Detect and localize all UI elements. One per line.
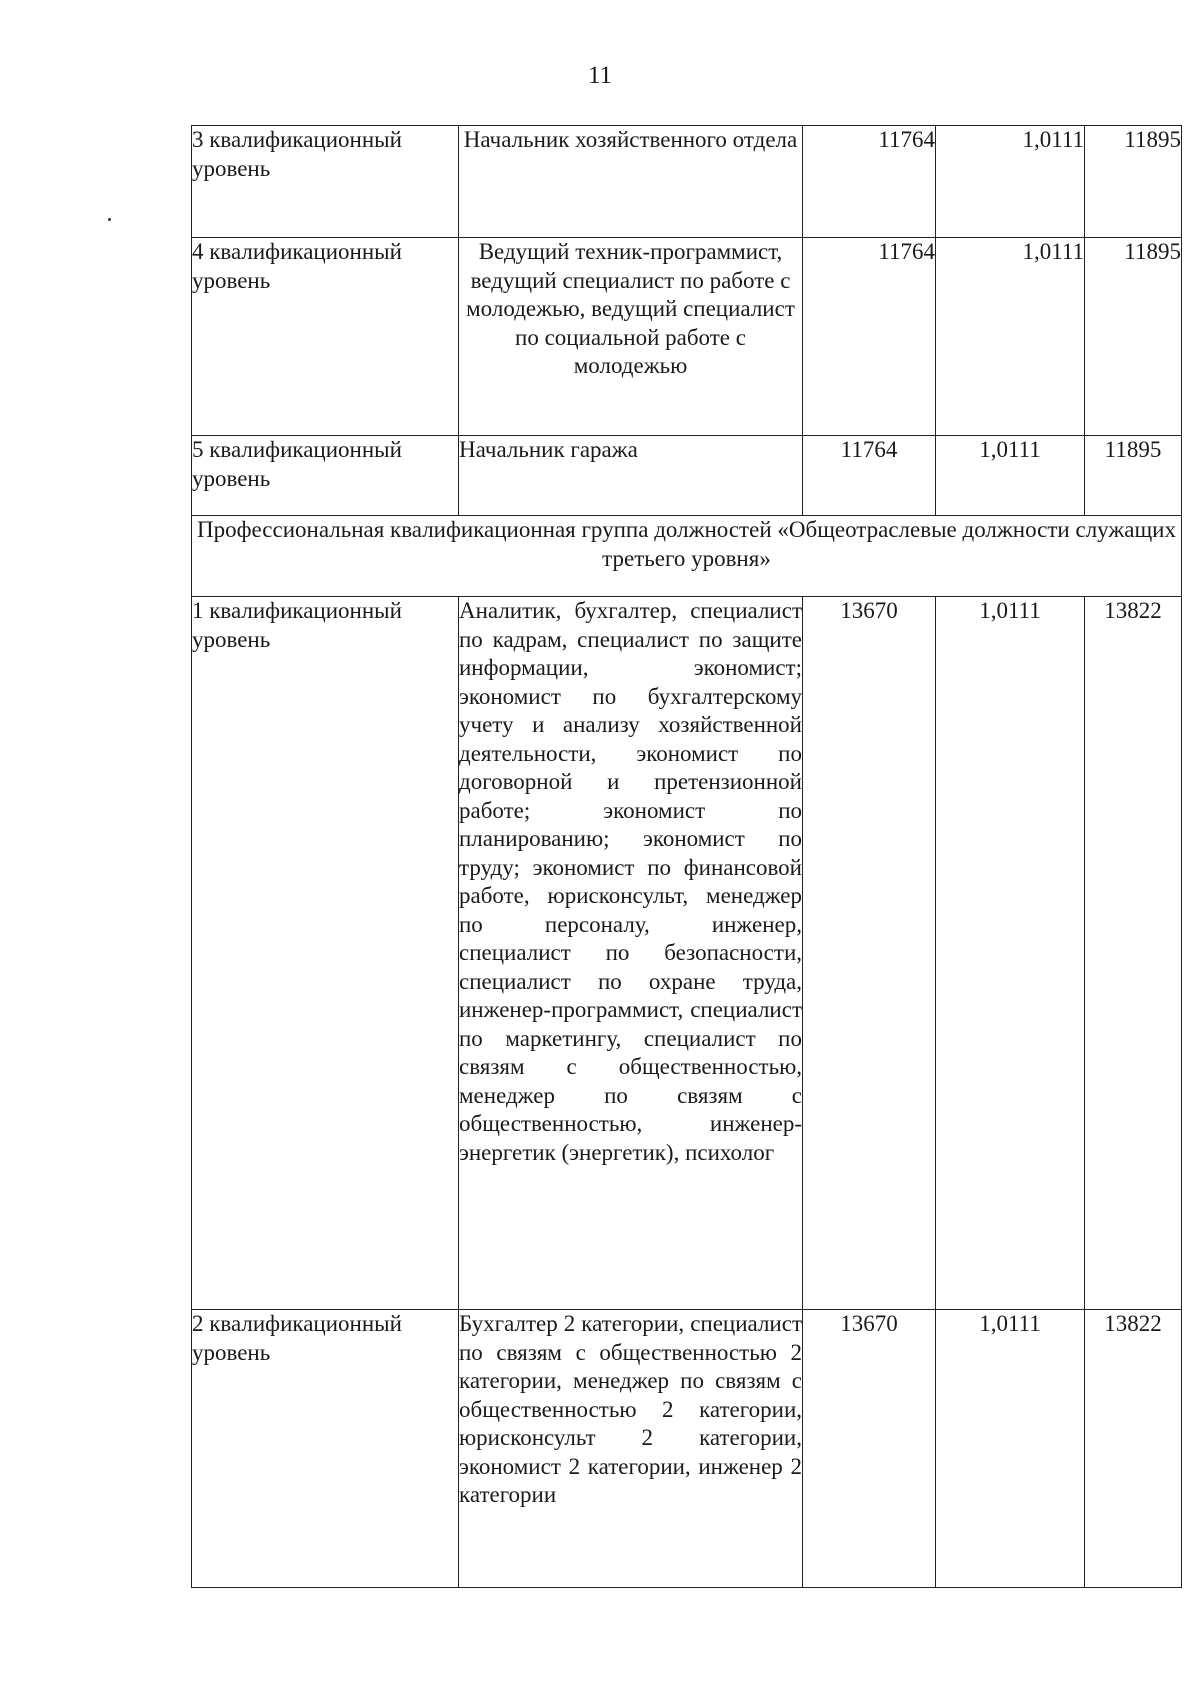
coefficient: 1,0111	[936, 1310, 1085, 1588]
coefficient: 1,0111	[936, 436, 1085, 516]
base-salary: 13670	[803, 597, 936, 1310]
base-salary: 13670	[803, 1310, 936, 1588]
table-row	[192, 436, 1182, 516]
base-salary: 11764	[803, 238, 936, 436]
position-list: Бухгалтер 2 категории, специалист по связям с общественностью 2 категории, менеджер по связям с общественностью 2 категории, юрисконсульт 2 категории, экономист 2 категории, инженер 2 категории	[459, 1310, 803, 1588]
position-list: Начальник гаража	[459, 436, 803, 516]
total-salary: 11895	[1085, 126, 1182, 238]
qualification-level: 5 квалификационный уровень	[192, 436, 459, 516]
total-salary: 11895	[1085, 436, 1182, 516]
position-list: Начальник хозяйственного отдела	[459, 126, 803, 238]
scan-speck	[108, 218, 111, 221]
table-row	[192, 1310, 1182, 1588]
position-list: Ведущий техник-программист, ведущий специалист по работе с молодежью, ведущий специалист по социальной работе с молодежью	[459, 238, 803, 436]
total-salary: 13822	[1085, 1310, 1182, 1588]
qualification-group-title: Профессиональная квалификационная группа должностей «Общеотраслевые должности служащих третьего уровня»	[192, 516, 1182, 597]
base-salary: 11764	[803, 126, 936, 238]
page-number: 11	[587, 62, 613, 89]
table-row	[192, 126, 1182, 238]
table-row	[192, 597, 1182, 1310]
qualification-level: 3 квалификационный уровень	[192, 126, 459, 238]
salary-table	[191, 125, 1182, 1588]
group-header-row	[192, 516, 1182, 597]
position-list: Аналитик, бухгалтер, специалист по кадрам, специалист по защите информации, экономист; экономист по бухгалтерскому учету и анализу хозяйственной деятельности, экономист по договорной и претензионной работе; экономист по планированию; экономист по труду; экономист по финансовой работе, юрисконсульт, менеджер по персоналу, инженер, специалист по безопасности, специалист по охране труда, инженер-программист, специалист по маркетингу, специалист по связям с общественностью, менеджер по связям с общественностью, инженер-энергетик (энергетик), психолог	[459, 597, 803, 1310]
total-salary: 11895	[1085, 238, 1182, 436]
total-salary: 13822	[1085, 597, 1182, 1310]
base-salary: 11764	[803, 436, 936, 516]
table-row	[192, 238, 1182, 436]
coefficient: 1,0111	[936, 126, 1085, 238]
qualification-level: 1 квалификационный уровень	[192, 597, 459, 1310]
coefficient: 1,0111	[936, 238, 1085, 436]
coefficient: 1,0111	[936, 597, 1085, 1310]
qualification-level: 4 квалификационный уровень	[192, 238, 459, 436]
qualification-level: 2 квалификационный уровень	[192, 1310, 459, 1588]
